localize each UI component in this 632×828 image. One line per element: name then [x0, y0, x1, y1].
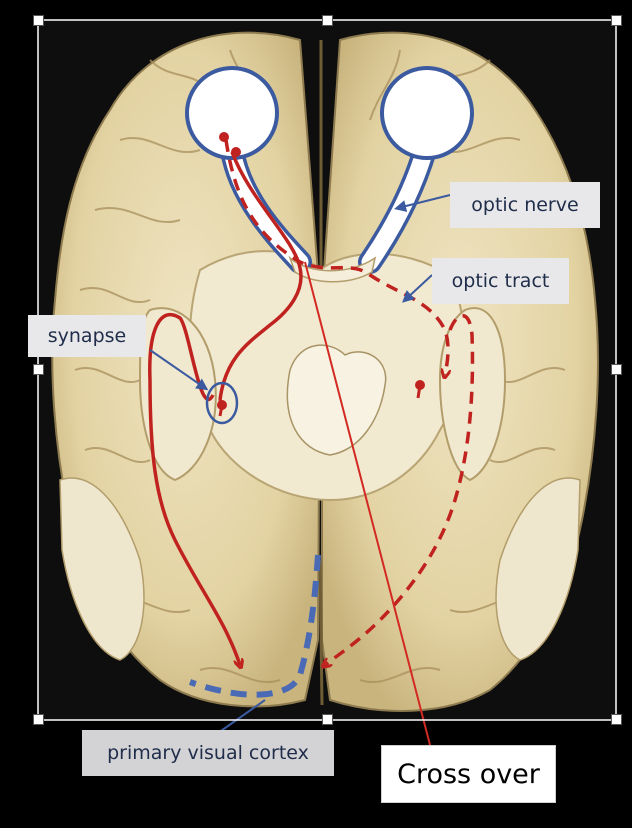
- optic-nerve-label: optic nerve: [450, 182, 600, 228]
- left-eye-icon: [187, 68, 277, 158]
- primary-visual-cortex-label: primary visual cortex: [82, 730, 334, 776]
- selection-handle-icon[interactable]: [33, 364, 44, 375]
- selection-handle-icon[interactable]: [33, 714, 44, 725]
- selection-handle-icon[interactable]: [322, 714, 333, 725]
- cross-over-label: Cross over: [381, 745, 556, 803]
- selection-handle-icon[interactable]: [611, 15, 622, 26]
- selection-handle-icon[interactable]: [611, 714, 622, 725]
- synapse-label: synapse: [28, 315, 146, 357]
- right-eye-icon: [382, 68, 472, 158]
- optic-tract-label: optic tract: [432, 258, 569, 304]
- selection-handle-icon[interactable]: [33, 15, 44, 26]
- selection-handle-icon[interactable]: [322, 15, 333, 26]
- selection-handle-icon[interactable]: [611, 364, 622, 375]
